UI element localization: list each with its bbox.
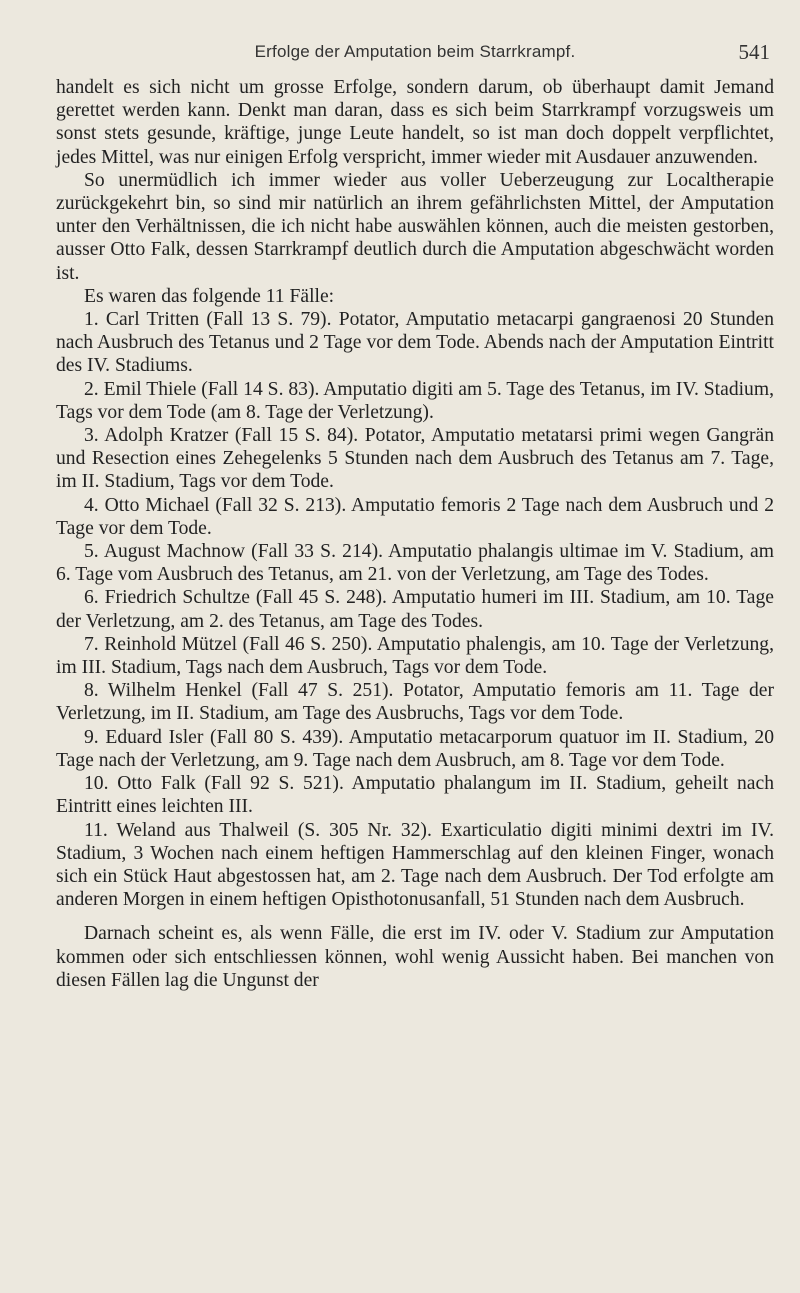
running-title: Erfolge der Amputation beim Starrkrampf. xyxy=(254,42,576,61)
paragraph-continuation: handelt es sich nicht um grosse Erfolge, sondern darum, ob überhaupt damit Jemand gerettet werden kann. Denkt man daran, dass es sich beim Starrkrampf vorzugsweis um sonst stets gesunde, kräftige, junge Leute handelt, so ist man doch doppelt verpflichtet, jedes Mittel, was nur einigen Erfolg verspricht, immer wieder mit Ausdauer anzuwenden. xyxy=(56,77,774,168)
case-item: 4. Otto Michael (Fall 32 S. 213). Amputatio femoris 2 Tage nach dem Ausbruch und 2 Tage vor dem Tode. xyxy=(56,494,774,539)
case-item: 2. Emil Thiele (Fall 14 S. 83). Amputatio digiti am 5. Tage des Tetanus, im IV. Stadium, Tags vor dem Tode (am 8. Tage der Verletzung). xyxy=(56,378,774,423)
case-item: 6. Friedrich Schultze (Fall 45 S. 248). Amputatio humeri im III. Stadium, am 10. Tage der Verletzung, am 2. des Tetanus, am Tage des Todes. xyxy=(56,587,774,632)
book-page xyxy=(56,42,774,992)
case-item: 10. Otto Falk (Fall 92 S. 521). Amputatio phalangum im II. Stadium, geheilt nach Eintritt eines leichten III. xyxy=(56,773,774,818)
page-number: 541 xyxy=(738,40,770,64)
page-header xyxy=(56,42,774,70)
case-item: 8. Wilhelm Henkel (Fall 47 S. 251). Potator, Amputatio femoris am 11. Tage der Verletzung, im II. Stadium, am Tage des Ausbruchs, Tags vor dem Tode. xyxy=(56,680,774,725)
case-list xyxy=(56,308,774,911)
case-item: 7. Reinhold Mützel (Fall 46 S. 250). Amputatio phalengis, am 10. Tage der Verletzung, im III. Stadium, Tags nach dem Ausbruch, Tags vor dem Tode. xyxy=(56,633,774,679)
paragraph-localtherapie: So unermüdlich ich immer wieder aus voller Ueberzeugung zur Localtherapie zurückgekehrt bin, so sind mir natürlich an ihrem gefährlichsten Mittel, der Amputation unter den Verhältnissen, die ich nicht habe auswählen können, auch die meisten gestorben, ausser Otto Falk, dessen Starrkrampf deutlich durch die Amputation abgeschwächt worden ist. xyxy=(56,169,774,284)
case-item: 3. Adolph Kratzer (Fall 15 S. 84). Potator, Amputatio metatarsi primi wegen Gangrän und Resection eines Zehegelenks 5 Stunden nach dem Ausbruch des Tetanus am 7. Tage, im II. Stadium, Tags vor dem Tode. xyxy=(56,425,774,493)
case-item: 11. Weland aus Thalweil (S. 305 Nr. 32). Exarticulatio digiti minimi dextri im IV. Stadium, 3 Wochen nach einem heftigen Hammerschlag auf den kleinen Finger, wonach sich ein Stück Haut abgestossen hat, am 2. Tage nach dem Ausbruch. Der Tod erfolgte am anderen Morgen in einem heftigen Opisthotonusanfall, 51 Stunden nach dem Ausbruch. xyxy=(56,819,774,911)
case-item: 1. Carl Tritten (Fall 13 S. 79). Potator, Amputatio metacarpi gangraenosi 20 Stunden nach Ausbruch des Tetanus und 2 Tage vor dem Tode. Abends nach der Amputation Eintritt des IV. Stadiums. xyxy=(56,309,774,377)
case-item: 9. Eduard Isler (Fall 80 S. 439). Amputatio metacarporum quatuor im II. Stadium, 20 Tage nach der Verletzung, am 9. Tage nach dem Ausbruch, am 8. Tage vor dem Tode. xyxy=(56,726,774,771)
paragraph-closing: Darnach scheint es, als wenn Fälle, die erst im IV. oder V. Stadium zur Amputation kommen oder sich entschliessen können, wohl wenig Aussicht haben. Bei manchen von diesen Fällen lag die Ungunst der xyxy=(56,923,774,991)
paragraph-case-intro: Es waren das folgende 11 Fälle: xyxy=(84,285,335,307)
body-text xyxy=(56,76,774,992)
case-item: 5. August Machnow (Fall 33 S. 214). Amputatio phalangis ultimae im V. Stadium, am 6. Tage vom Ausbruch des Tetanus, am 21. von der Verletzung, am Tage des Todes. xyxy=(56,541,774,586)
